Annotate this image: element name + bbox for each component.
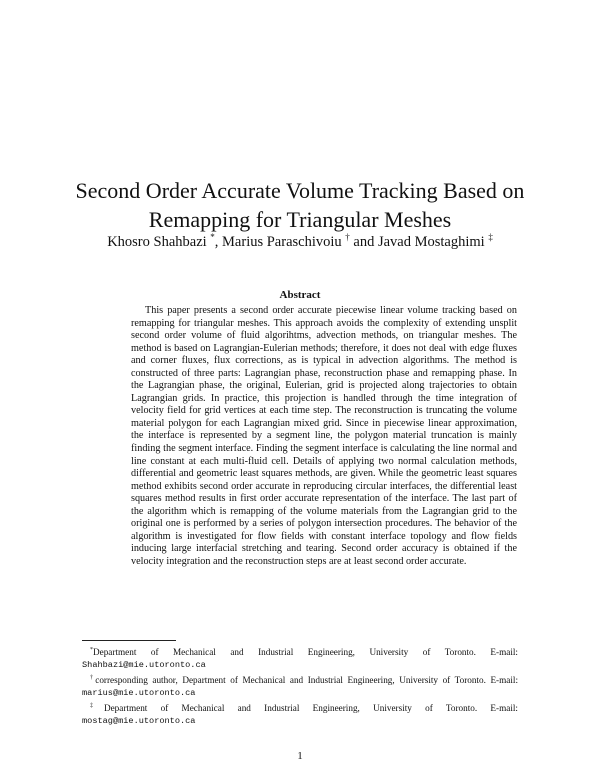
footnote-3	[82, 701, 518, 727]
title-line-2: Remapping for Triangular Meshes	[148, 206, 452, 232]
paper-title	[40, 176, 560, 234]
author-list	[40, 232, 560, 251]
footnote-mark-2: †	[90, 675, 96, 681]
footnotes	[82, 645, 518, 729]
author-mark-1: *	[210, 232, 215, 242]
footnote-email-2[interactable]: marius@mie.utoronto.ca	[82, 687, 196, 698]
title-line-1: Second Order Accurate Volume Tracking Based on	[75, 177, 525, 203]
footnote-email-3[interactable]: mostag@mie.utoronto.ca	[82, 715, 196, 726]
author-mark-2: †	[345, 232, 350, 242]
footnote-rule	[82, 640, 176, 641]
footnote-email-1[interactable]: Shahbazi@mie.utoronto.ca	[82, 659, 206, 670]
author-separator-2: and	[349, 234, 378, 250]
author-mark-3: ‡	[488, 232, 493, 242]
footnote-2	[82, 673, 518, 699]
author-name-2: Marius Paraschivoiu	[222, 234, 342, 250]
abstract-body: This paper presents a second order accurate piecewise linear volume tracking based on remapping for triangular meshes. This approach avoids the complexity of extending unsplit second order volume of fluid algorihtms, advection methods, on triangular meshes. The method is based on Lagrangian-Eulerian methods; therefore, it does not deal with edge fluxes and corner fluxes, flux corrections, as is typical in advection algorithms. The method is constructed of three parts: Lagrangian phase, reconstruction phase and remapping phase. In the Lagrangian phase, the original, Eulerian, grid is projected along trajectories to obtain Lagrangian grids. In practice, this projection is handled through the time integration of velocity field for grid vertices at each time step. The reconstruction is truncating the volume material polygon for each Lagrangian mixed grid. Since in piecewise linear approximation, the interface is represented by a segment line, the polygon material truncation is mainly finding the segment interface. Finding the segment interface is calculating the line normal and line constant at each multi-fluid cell. Details of applying two normal calculation methods, differential and geometric least squares methods, are given. While the geometric least squares method exhibits second order accurate in reproducing circular interfaces, the differential least squares method results in first order accurate representation of the interface. The last part of the algorithm which is remapping of the volume materials from the Lagrangian grid to the original one is performed by a series of polygon intersection procedures. The behavior of the algorithm is investigated for flow fields with constant interface topology and flow fields inducing large interfacial stretching and tearing. Second order accuracy is obtained if the velocity integration and the reconstruction steps are at least second order accurate.	[131, 305, 517, 567]
author-name-1: Khosro Shahbazi	[107, 234, 207, 250]
footnote-text-1: Department of Mechanical and Industrial Engineering, University of Toronto. E-mail:	[93, 647, 518, 657]
abstract-heading: Abstract	[279, 289, 321, 301]
author-name-3: Javad Mostaghimi	[377, 234, 485, 250]
footnote-1	[82, 645, 518, 671]
footnote-mark-1: *	[90, 647, 93, 653]
footnote-mark-3: ‡	[90, 703, 104, 709]
page-number: 1	[297, 750, 303, 762]
footnote-text-3: Department of Mechanical and Industrial Engineering, University of Toronto. E-mail:	[103, 703, 518, 713]
footnote-text-2: corresponding author, Department of Mechanical and Industrial Engineering, University of Toronto. E-mail:	[95, 675, 518, 685]
author-separator-1: ,	[214, 234, 223, 250]
